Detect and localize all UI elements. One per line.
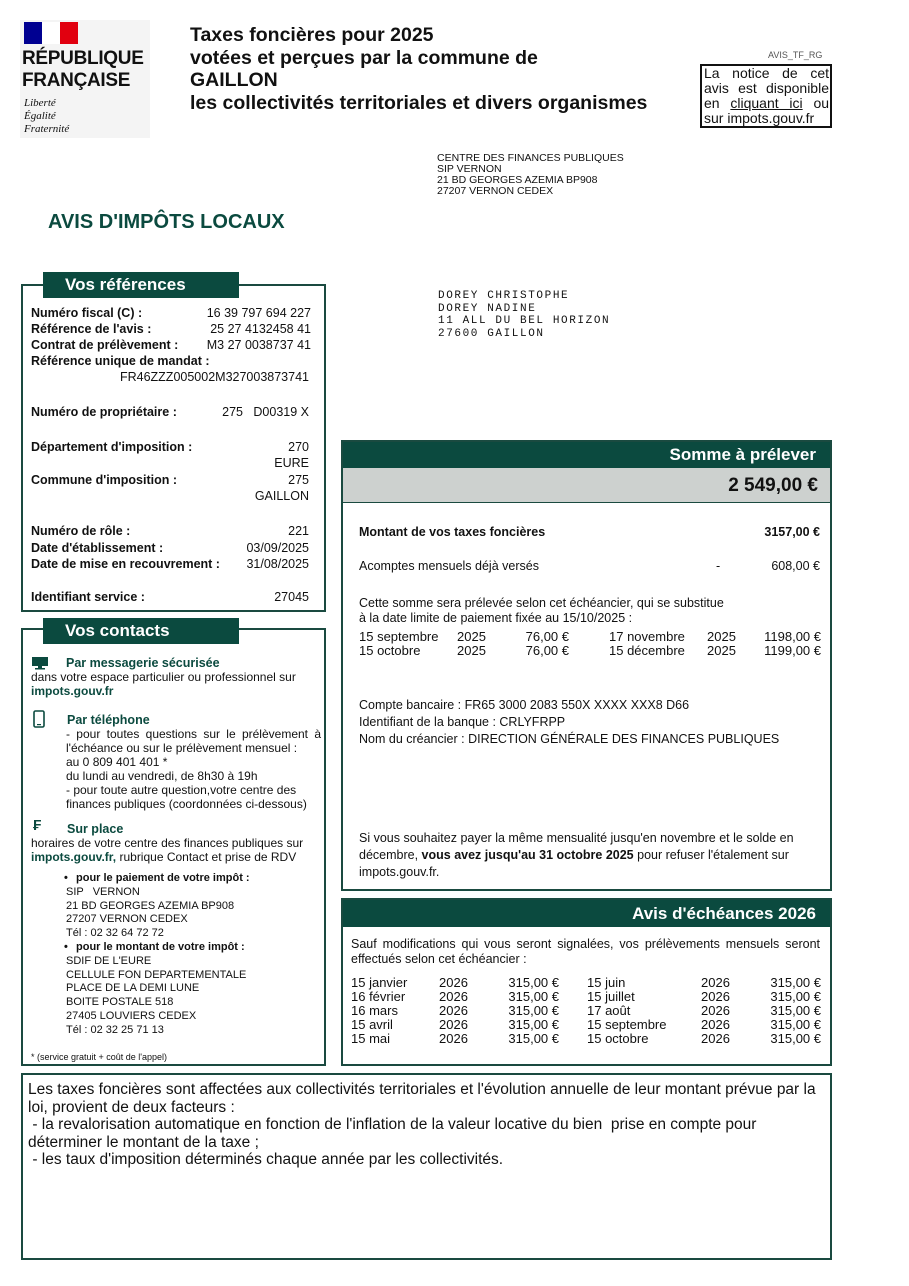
fiscal-label: Numéro fiscal (C) :	[31, 306, 143, 320]
echeance-amount: 315,00 €	[508, 1003, 559, 1018]
echeance-month: 15 janvier	[351, 975, 408, 990]
schedule-amount: 76,00 €	[525, 643, 569, 658]
logo-motto3: Fraternité	[24, 123, 70, 135]
echeance-amount: 315,00 €	[508, 975, 559, 990]
recipient-line1: DOREY CHRISTOPHE	[438, 290, 570, 302]
recouv-label: Date de mise en recouvrement :	[31, 557, 220, 571]
service-value: 27045	[274, 590, 309, 604]
proprio-row	[31, 405, 311, 421]
echeance-year: 2026	[439, 1031, 468, 1046]
sender-line3: 21 BD GEORGES AZEMIA BP908	[437, 174, 598, 186]
refuse-bold: vous avez jusqu'au 31 octobre 2025	[421, 848, 634, 862]
amt-line4: BOITE POSTALE 518	[66, 996, 174, 1009]
echeance-amount: 315,00 €	[508, 1017, 559, 1032]
logo-motto2: Égalité	[24, 110, 56, 122]
echeance-year: 2026	[701, 975, 730, 990]
echeances-intro: Sauf modifications qui vous seront signalées, vos prélèvements mensuels seront effectués selon cet échéancier :	[351, 937, 820, 966]
place-text1: horaires de votre centre des finances publiques sur	[31, 836, 304, 850]
computer-icon	[31, 656, 49, 670]
role-value: 221	[288, 524, 309, 538]
echeance-month: 16 mars	[351, 1003, 398, 1018]
echeance-amount: 315,00 €	[770, 989, 821, 1004]
schedule-month: 15 septembre	[359, 629, 439, 644]
contrat-value: M3 27 0038737 41	[206, 338, 311, 352]
pay-line2: 21 BD GEORGES AZEMIA BP908	[66, 899, 235, 912]
tel-line2: au 0 809 401 401 *	[66, 755, 168, 769]
echeance-year: 2026	[439, 1003, 468, 1018]
title-line1: Taxes foncières pour 2025	[190, 24, 434, 46]
place-title: Sur place	[67, 822, 124, 836]
contact-telephone	[31, 710, 321, 811]
amt-line6: Tél : 02 32 25 71 13	[66, 1023, 164, 1036]
references-content	[31, 305, 311, 385]
form-code: AVIS_TF_RG	[768, 50, 823, 60]
bank-line1: Compte bancaire : FR65 3000 2083 550X XXXX XXX8 D66	[359, 698, 690, 712]
echeance-year: 2026	[439, 1017, 468, 1032]
amt-line2: CELLULE FON DEPARTEMENTALE	[66, 968, 247, 981]
title-line3: GAILLON	[190, 69, 278, 91]
bullet-icon: •	[64, 872, 68, 884]
msg-text: dans votre espace particulier ou professionnel sur	[31, 670, 296, 684]
refuse-text2: pour refuser l'étalement sur impots.gouv.fr.	[359, 848, 789, 879]
echeance-row	[351, 990, 821, 1004]
somme-amount-band	[343, 468, 830, 503]
echeance-month: 16 février	[351, 989, 406, 1004]
proprio-value: 275 D00319 X	[222, 405, 309, 419]
refuse-text1: Si vous souhaitez payer la même mensualité jusqu'en novembre et le solde en décembre,	[359, 831, 794, 862]
echeance-month: 15 juin	[587, 975, 626, 990]
echeance-month: 15 septembre	[587, 1017, 667, 1032]
tel-line4: - pour toute autre question,votre centre des finances publiques (coordonnées ci-dessous)	[66, 783, 307, 811]
contact-sur-place	[31, 817, 321, 864]
schedule-row	[359, 644, 821, 658]
echeances-heading: Avis d'échéances 2026	[343, 900, 830, 927]
schedule-year: 2025	[707, 629, 736, 644]
contact-messagerie	[31, 656, 321, 698]
fiscal-value: 16 39 797 694 227	[206, 306, 311, 320]
echeance-month: 15 mai	[351, 1031, 391, 1046]
bank-line3: Nom du créancier : DIRECTION GÉNÉRALE DES FINANCES PUBLIQUES	[359, 732, 780, 746]
notice-text-2: ou sur impots.gouv.fr	[704, 95, 830, 126]
montant-label: Montant de vos taxes foncières	[359, 525, 546, 539]
echeance-amount: 315,00 €	[508, 989, 559, 1004]
tel-line1: - pour toutes questions sur le prélèvement à l'échéance ou sur le prélèvement mensuel :	[66, 727, 321, 755]
commune-name: GAILLON	[254, 489, 309, 503]
recipient-line2: DOREY NADINE	[438, 302, 537, 315]
acomptes-value: 608,00 €	[771, 559, 820, 573]
echeance-year: 2026	[439, 989, 468, 1004]
role-label: Numéro de rôle :	[31, 524, 131, 538]
notice-text-1: La notice de cet avis est disponible en	[704, 65, 829, 111]
dept-label: Département d'imposition :	[31, 440, 193, 454]
echeance-row	[351, 976, 821, 990]
somme-amount: 2 549,00 €	[728, 475, 818, 496]
schedule-year: 2025	[457, 643, 486, 658]
pay-title: pour le paiement de votre impôt :	[76, 872, 250, 884]
place-text2: rubrique Contact et prise de RDV	[119, 850, 297, 864]
recipient-line3: 11 ALL DU BEL HORIZON	[438, 315, 611, 327]
echeance-month: 15 juillet	[587, 989, 635, 1004]
amt-line5: 27405 LOUVIERS CEDEX	[66, 1009, 197, 1022]
info-p2: - la revalorisation automatique en fonction de l'inflation de la valeur locative du bien prise en compte pour déterminer le montant de la taxe ;	[28, 1116, 761, 1151]
mandat-label: Référence unique de mandat :	[31, 354, 210, 368]
bullet-icon: •	[64, 940, 68, 953]
schedule-year: 2025	[457, 629, 486, 644]
info-p3: - les taux d'imposition déterminés chaque année par les collectivités.	[28, 1151, 504, 1168]
commune-label: Commune d'imposition :	[31, 473, 178, 487]
franc-icon: ₣	[33, 817, 42, 834]
somme-box	[341, 440, 832, 891]
schedule-row	[359, 630, 821, 644]
commune-code: 275	[288, 473, 309, 487]
place-link[interactable]: impots.gouv.fr,	[31, 850, 117, 864]
pay-line4: Tél : 02 32 64 72 72	[66, 927, 164, 940]
sender-line2: SIP VERNON	[437, 163, 502, 175]
commune-row	[31, 472, 311, 503]
echeance-row	[351, 1032, 821, 1046]
sender-line1: CENTRE DES FINANCES PUBLIQUES	[437, 152, 624, 164]
amt-line3: PLACE DE LA DEMI LUNE	[66, 982, 200, 995]
montant-row	[359, 525, 820, 539]
schedule-month: 15 octobre	[359, 643, 421, 658]
contrat-label: Contrat de prélèvement :	[31, 338, 179, 352]
sched-text1: Cette somme sera prélevée selon cet échéancier, qui se substitue	[359, 596, 724, 610]
refuse-info	[359, 830, 821, 881]
acomptes-row	[359, 559, 820, 573]
echeance-year: 2026	[439, 975, 468, 990]
tel-title: Par téléphone	[67, 713, 150, 727]
msg-link[interactable]: impots.gouv.fr	[31, 684, 114, 698]
echeances-schedule	[351, 976, 821, 1046]
bank-line2: Identifiant de la banque : CRLYFRPP	[359, 715, 566, 729]
flag-icon	[24, 22, 78, 44]
references-heading: Vos références	[43, 272, 239, 298]
schedule-month: 17 novembre	[609, 629, 685, 644]
schedule-amount: 1198,00 €	[764, 629, 821, 644]
info-p1: Les taxes foncières sont affectées aux collectivités territoriales et l'évolution annuelle de leur montant prévue par la loi, provient de deux facteurs :	[28, 1081, 816, 1116]
contacts-heading: Vos contacts	[43, 618, 239, 644]
title-line4: les collectivités territoriales et divers organismes	[190, 91, 648, 114]
echeance-amount: 315,00 €	[508, 1031, 559, 1046]
recouv-value: 31/08/2025	[246, 557, 309, 571]
service-label: Identifiant service :	[31, 590, 145, 604]
acomptes-sign: -	[716, 559, 721, 573]
doc-title: AVIS D'IMPÔTS LOCAUX	[48, 211, 285, 233]
contact-addresses	[66, 872, 316, 1038]
montant-value: 3157,00 €	[764, 525, 820, 539]
schedule-month: 15 décembre	[609, 643, 685, 658]
etab-value: 03/09/2025	[246, 540, 309, 555]
sched-text2: à la date limite de paiement fixée au 15/10/2025 :	[359, 611, 633, 625]
schedule-amount: 76,00 €	[525, 629, 569, 644]
bank-info	[359, 697, 829, 748]
recipient-line4: 27600 GAILLON	[438, 327, 545, 340]
schedule-year: 2025	[707, 643, 736, 658]
echeance-year: 2026	[701, 1017, 730, 1032]
avis-label: Référence de l'avis :	[31, 322, 152, 336]
logo-motto1: Liberté	[24, 97, 56, 109]
sched-intro	[359, 596, 820, 626]
echeance-amount: 315,00 €	[770, 975, 821, 990]
notice-box	[700, 64, 832, 128]
proprio-label: Numéro de propriétaire :	[31, 405, 177, 419]
sender-line4: 27207 VERNON CEDEX	[437, 185, 554, 197]
somme-schedule	[359, 630, 821, 658]
service-row	[31, 590, 311, 606]
echeance-amount: 315,00 €	[770, 1031, 821, 1046]
avis-value: 25 27 4132458 41	[210, 322, 311, 336]
amount-title: pour le montant de votre impôt :	[76, 940, 245, 953]
phone-icon	[33, 710, 45, 728]
echeance-amount: 315,00 €	[770, 1017, 821, 1032]
echeance-year: 2026	[701, 1003, 730, 1018]
echeance-amount: 315,00 €	[770, 1003, 821, 1018]
acomptes-label: Acomptes mensuels déjà versés	[359, 559, 539, 573]
notice-link[interactable]: cliquant ici	[730, 95, 803, 111]
sender-address	[437, 153, 624, 197]
pay-line3: 27207 VERNON CEDEX	[66, 913, 188, 926]
header-title	[190, 24, 710, 114]
tel-line3: du lundi au vendredi, de 8h30 à 19h	[66, 769, 258, 783]
echeance-year: 2026	[701, 989, 730, 1004]
dept-row	[31, 439, 311, 470]
schedule-amount: 1199,00 €	[764, 643, 821, 658]
somme-heading: Somme à prélever	[343, 442, 830, 468]
echeance-row	[351, 1004, 821, 1018]
info-box	[21, 1073, 832, 1260]
echeance-month: 15 avril	[351, 1017, 393, 1032]
echeance-row	[351, 1018, 821, 1032]
logo-line1: RÉPUBLIQUE	[22, 48, 144, 69]
etab-label: Date d'établissement :	[31, 540, 164, 555]
mandat-value: FR46ZZZ005002M327003873741	[119, 370, 309, 384]
dept-name: EURE	[274, 456, 309, 470]
republique-francaise-logo	[20, 20, 150, 138]
role-block	[31, 523, 311, 573]
dept-code: 270	[288, 440, 309, 454]
pay-line1: SIP VERNON	[66, 885, 140, 898]
logo-line2: FRANÇAISE	[22, 70, 131, 91]
amt-line1: SDIF DE L'EURE	[66, 954, 152, 967]
echeance-year: 2026	[701, 1031, 730, 1046]
echeance-month: 17 août	[587, 1003, 631, 1018]
recipient-address	[438, 290, 610, 340]
msg-title: Par messagerie sécurisée	[66, 656, 220, 670]
echeance-month: 15 octobre	[587, 1031, 649, 1046]
title-line2: votées et perçues par la commune de	[190, 46, 538, 69]
contact-footnote: * (service gratuit + coût de l'appel)	[31, 1052, 168, 1062]
